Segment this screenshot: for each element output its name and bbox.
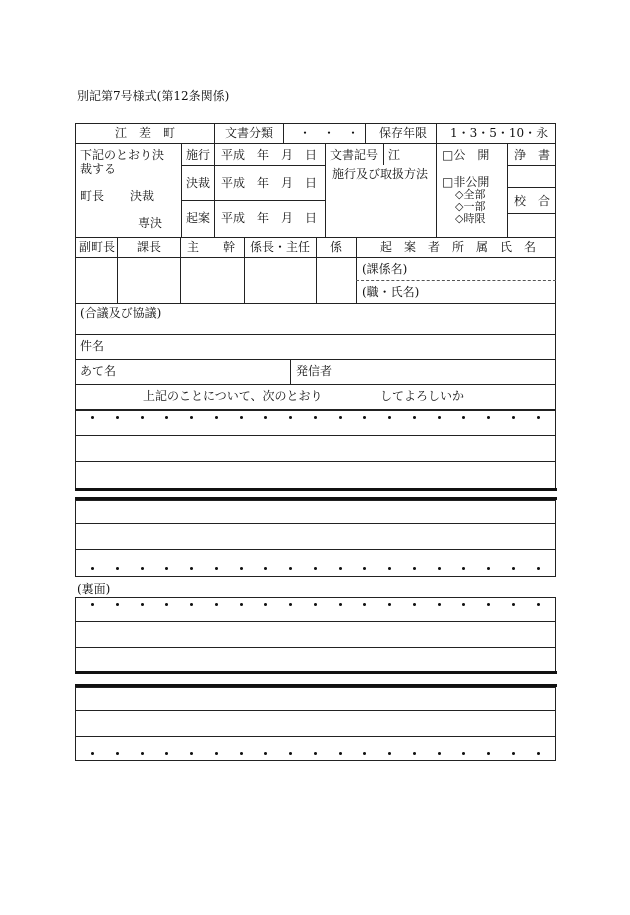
col-staff: 係 bbox=[330, 240, 343, 254]
doc-class-label: 文書分類 bbox=[225, 126, 274, 140]
writing-sheet-2[interactable] bbox=[75, 500, 556, 577]
doc-number-value[interactable]: 江 bbox=[388, 148, 401, 162]
handling-label: 施行及び取扱方法 bbox=[332, 167, 429, 181]
nonpublic-opt-part[interactable]: ◇一部 bbox=[455, 200, 486, 213]
statement-part1: 上記のことについて、次のとおり bbox=[143, 389, 323, 403]
reverse-label: (裏面) bbox=[77, 582, 111, 596]
writing-sheet-3[interactable] bbox=[75, 597, 556, 673]
proofread-label: 校 合 bbox=[514, 194, 551, 208]
public-checkbox[interactable]: □公 開 bbox=[442, 148, 490, 162]
senketsu-label: 専決 bbox=[138, 216, 163, 230]
doc-number-label: 文書記号 bbox=[330, 148, 379, 162]
mayor-decide-label: 決裁 bbox=[130, 189, 155, 203]
mayor-label: 町長 bbox=[80, 189, 105, 203]
retention-value[interactable]: 1・3・5・10・永 bbox=[450, 126, 549, 140]
nonpublic-checkbox[interactable]: □非公開 bbox=[442, 175, 490, 189]
col-section-chief: 課長 bbox=[137, 240, 162, 254]
date-shiko[interactable]: 平成 年 月 日 bbox=[221, 148, 318, 162]
statement-part2: してよろしいか bbox=[380, 389, 465, 403]
drafter-header: 起 案 者 所 属 氏 名 bbox=[380, 240, 537, 254]
title-name-label: (職・氏名) bbox=[362, 285, 420, 299]
col-chief-officer: 主 幹 bbox=[187, 240, 236, 254]
nonpublic-opt-timed[interactable]: ◇時限 bbox=[455, 212, 486, 225]
nonpublic-opt-all[interactable]: ◇全部 bbox=[455, 188, 486, 201]
sender-label: 発信者 bbox=[296, 364, 333, 378]
row-label-kessai: 決裁 bbox=[186, 176, 211, 190]
subject-label: 件名 bbox=[80, 339, 105, 353]
town-name: 江 差 町 bbox=[115, 126, 176, 140]
date-kian[interactable]: 平成 年 月 日 bbox=[221, 211, 318, 225]
writing-sheet-1[interactable] bbox=[75, 410, 556, 490]
writing-sheet-4[interactable] bbox=[75, 687, 556, 761]
col-subsection: 係長・主任 bbox=[250, 240, 311, 254]
col-vice-mayor: 副町長 bbox=[79, 240, 116, 254]
addressee-label: あて名 bbox=[80, 364, 117, 378]
row-label-kian: 起案 bbox=[186, 211, 211, 225]
decision-line1: 下記のとおり決 bbox=[80, 148, 165, 162]
retention-label: 保存年限 bbox=[379, 126, 428, 140]
clean-copy-label: 浄 書 bbox=[514, 148, 551, 162]
form-title: 別記第7号様式(第12条関係) bbox=[77, 89, 230, 103]
row-label-shiko: 施行 bbox=[186, 148, 211, 162]
date-kessai[interactable]: 平成 年 月 日 bbox=[221, 176, 318, 190]
doc-class-value[interactable]: ・ ・ ・ bbox=[299, 126, 360, 140]
section-name-label: (課係名) bbox=[362, 262, 408, 276]
consultation-label: (合議及び協議) bbox=[80, 306, 162, 320]
decision-line2: 裁する bbox=[80, 162, 117, 176]
